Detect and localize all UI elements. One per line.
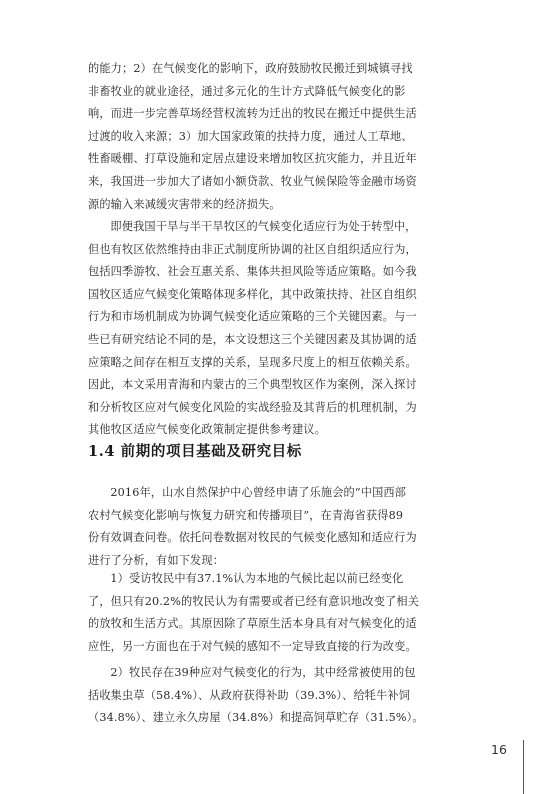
text-line: 农村气候变化影响与恢复力研究和传播项目”，在青海省获得89 xyxy=(88,508,404,522)
text-line: 包括四季游牧、社会互惠关系、集体共担风险等适应策略。如今我 xyxy=(88,265,417,279)
intro-paragraph xyxy=(88,58,472,216)
page-number: 16 xyxy=(491,742,507,757)
finding-one-paragraph xyxy=(88,568,472,658)
text-line: 行为和市场机制成为协调气候变化适应策略的三个关键因素。与一 xyxy=(88,310,417,324)
text-line: 些已有研究结论不同的是，本文设想这三个关键因素及其协调的适 xyxy=(88,332,417,346)
text-line: 括收集虫草（58.4%）、从政府获得补助（39.3%）、给牦牛补饲 xyxy=(88,688,411,702)
text-line: 的放牧和生活方式。其原因除了草原生活本身具有对气候变化的适 xyxy=(88,617,417,631)
text-line: 进行了分析，有如下发现： xyxy=(88,553,225,567)
text-line: 但也有牧区依然维持由非正式制度所协调的社区自组织适应行为， xyxy=(88,242,417,256)
text-line: 2）牧民存在39种应对气候变化的行为，其中经常被使用的包 xyxy=(110,666,416,679)
text-line: 来，我国进一步加大了诸如小额贷款、牧业气候保险等金融市场资 xyxy=(88,174,417,188)
text-line: 应性，另一方面也在于对气候的感知不一定导致直接的行为改变。 xyxy=(88,639,417,653)
text-line: 源的输入来减缓灾害带来的经济损失。 xyxy=(88,197,281,211)
text-line: （34.8%）、建立永久房屋（34.8%）和提高饲草贮存（31.5%）。 xyxy=(88,711,424,725)
text-line: 和分析牧区应对气候变化风险的实战经验及其背后的机理机制，为 xyxy=(88,400,417,414)
page-number-divider xyxy=(523,740,524,794)
text-line: 响，而进一步完善草场经营权流转为迁出的牧民在搬迁中提供生活 xyxy=(88,107,417,121)
text-line: 了，但只有20.2%的牧民认为有需要或者已经有意识地改变了相关 xyxy=(88,594,420,608)
second-paragraph xyxy=(88,216,472,442)
finding-two-paragraph xyxy=(88,662,472,730)
text-line: 非畜牧业的就业途径，通过多元化的生计方式降低气候变化的影 xyxy=(88,84,406,98)
text-line: 即便我国干旱与半干旱牧区的气候变化适应行为处于转型中， xyxy=(110,220,417,233)
text-line: 的能力；2）在气候变化的影响下，政府鼓励牧民搬迁到城镇寻找 xyxy=(88,62,413,75)
text-line: 应策略之间存在相互支撑的关系，呈现多尺度上的相互依赖关系。 xyxy=(88,355,417,369)
text-line: 过渡的收入来源；3）加大国家政策的扶持力度，通过人工草地、 xyxy=(88,129,413,143)
text-line: 份有效调查问卷。依托问卷数据对牧民的气候变化感知和适应行为 xyxy=(88,531,417,545)
project-paragraph xyxy=(88,482,472,572)
text-line: 2016年，山水自然保护中心曾经申请了乐施会的“中国西部 xyxy=(110,486,407,499)
section-heading: 1.4 前期的项目基础及研究目标 xyxy=(88,443,302,460)
text-line: 牲畜暖棚、打草设施和定居点建设来增加牧区抗灾能力，并且近年 xyxy=(88,152,417,166)
text-line: 因此，本文采用青海和内蒙古的三个典型牧区作为案例，深入探讨 xyxy=(88,378,417,392)
text-line: 其他牧区适应气候变化政策制定提供参考建议。 xyxy=(88,423,327,437)
text-line: 国牧区适应气候变化策略体现多样化，其中政策扶持、社区自组织 xyxy=(88,287,417,301)
text-line: 1）受访牧民中有37.1%认为本地的气候比起以前已经变化 xyxy=(110,572,404,585)
